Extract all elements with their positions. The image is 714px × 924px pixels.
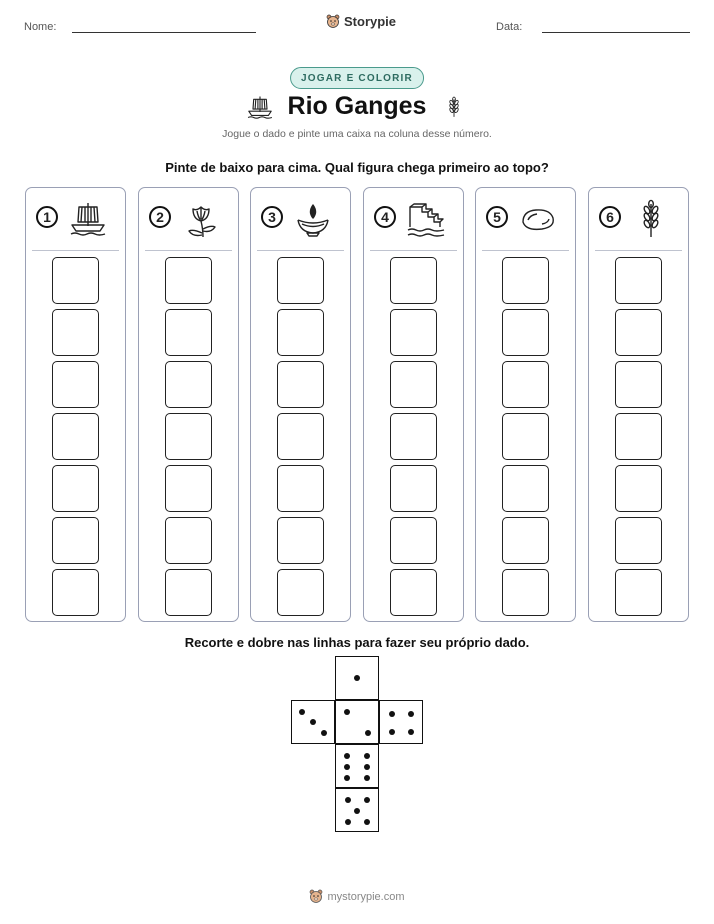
dice-pip xyxy=(408,729,414,735)
dice-pip xyxy=(389,729,395,735)
dice-face-6 xyxy=(335,744,379,788)
wheat-icon xyxy=(631,199,671,239)
color-box[interactable] xyxy=(165,361,212,408)
dice-face-3 xyxy=(291,700,335,744)
column-header xyxy=(251,188,350,250)
color-box[interactable] xyxy=(165,257,212,304)
color-box[interactable] xyxy=(615,465,662,512)
name-label: Nome: xyxy=(24,21,57,33)
lotus-flower-icon xyxy=(181,199,221,239)
color-box[interactable] xyxy=(390,257,437,304)
color-box[interactable] xyxy=(502,517,549,564)
dice-pip xyxy=(365,730,371,736)
diya-lamp-icon xyxy=(293,199,333,239)
activity-badge: JOGAR E COLORIR xyxy=(290,67,424,89)
color-box[interactable] xyxy=(52,517,99,564)
dice-pip xyxy=(321,730,327,736)
color-box[interactable] xyxy=(615,257,662,304)
color-box[interactable] xyxy=(390,517,437,564)
river-stone-icon xyxy=(518,199,558,239)
column-number: 5 xyxy=(486,206,508,228)
name-line xyxy=(72,32,256,33)
color-box[interactable] xyxy=(52,257,99,304)
subtitle: Jogue o dado e pinte uma caixa na coluna desse número. xyxy=(222,128,492,140)
color-box[interactable] xyxy=(52,309,99,356)
color-box[interactable] xyxy=(277,361,324,408)
color-box[interactable] xyxy=(615,517,662,564)
color-box[interactable] xyxy=(277,413,324,460)
column-divider xyxy=(32,250,119,251)
dice-pip xyxy=(364,764,370,770)
color-box[interactable] xyxy=(390,413,437,460)
dice-pip xyxy=(354,675,360,681)
color-box[interactable] xyxy=(52,413,99,460)
color-box[interactable] xyxy=(615,413,662,460)
dice-face-1 xyxy=(335,656,379,700)
column-divider xyxy=(482,250,569,251)
color-box[interactable] xyxy=(165,569,212,616)
brand-logo xyxy=(326,14,396,29)
column-header xyxy=(364,188,463,250)
dice-pip xyxy=(344,764,350,770)
dice-pip xyxy=(345,819,351,825)
color-box[interactable] xyxy=(502,257,549,304)
column-divider xyxy=(370,250,457,251)
color-box[interactable] xyxy=(390,361,437,408)
column-5 xyxy=(475,187,576,622)
color-box[interactable] xyxy=(277,517,324,564)
brand-name: Storypie xyxy=(344,14,397,29)
column-4 xyxy=(363,187,464,622)
dice-pip xyxy=(364,753,370,759)
column-6 xyxy=(588,187,689,622)
dice-pip xyxy=(310,719,316,725)
color-box[interactable] xyxy=(502,413,549,460)
column-divider xyxy=(145,250,232,251)
color-box[interactable] xyxy=(277,309,324,356)
color-box[interactable] xyxy=(615,361,662,408)
column-divider xyxy=(257,250,344,251)
dice-pip xyxy=(364,797,370,803)
column-number: 2 xyxy=(149,206,171,228)
column-divider xyxy=(595,250,682,251)
color-box[interactable] xyxy=(165,517,212,564)
bear-mascot-icon xyxy=(309,889,323,904)
color-box[interactable] xyxy=(390,309,437,356)
column-number: 1 xyxy=(36,206,58,228)
dice-pip xyxy=(299,709,305,715)
dice-pip xyxy=(364,775,370,781)
dice-pip xyxy=(344,753,350,759)
game-instruction: Pinte de baixo para cima. Qual figura chega primeiro ao topo? xyxy=(165,160,549,175)
color-box[interactable] xyxy=(615,309,662,356)
bear-mascot-icon xyxy=(326,14,340,29)
column-header xyxy=(26,188,125,250)
column-header xyxy=(139,188,238,250)
footer xyxy=(0,889,714,904)
wheat-icon xyxy=(443,92,465,122)
column-1 xyxy=(25,187,126,622)
column-header xyxy=(589,188,688,250)
dice-pip xyxy=(344,775,350,781)
dice-face-2 xyxy=(335,700,379,744)
column-header xyxy=(476,188,575,250)
column-number: 3 xyxy=(261,206,283,228)
date-line xyxy=(542,32,690,33)
dice-pip xyxy=(389,711,395,717)
color-box[interactable] xyxy=(502,569,549,616)
dice-instruction: Recorte e dobre nas linhas para fazer seu próprio dado. xyxy=(184,635,530,650)
color-box[interactable] xyxy=(165,309,212,356)
color-box[interactable] xyxy=(165,465,212,512)
dice-pip xyxy=(345,797,351,803)
color-box[interactable] xyxy=(52,569,99,616)
date-label: Data: xyxy=(496,21,523,33)
color-box[interactable] xyxy=(615,569,662,616)
color-box[interactable] xyxy=(277,569,324,616)
column-number: 6 xyxy=(599,206,621,228)
dice-pip xyxy=(408,711,414,717)
color-box[interactable] xyxy=(390,465,437,512)
footer-url: mystorypie.com xyxy=(327,890,405,903)
color-box[interactable] xyxy=(277,465,324,512)
column-3 xyxy=(250,187,351,622)
dice-pip xyxy=(364,819,370,825)
column-2 xyxy=(138,187,239,622)
color-box[interactable] xyxy=(277,257,324,304)
dice-pip xyxy=(344,709,350,715)
color-box[interactable] xyxy=(165,413,212,460)
color-box[interactable] xyxy=(502,309,549,356)
ghat-steps-icon xyxy=(406,199,446,239)
color-box[interactable] xyxy=(52,465,99,512)
column-number: 4 xyxy=(374,206,396,228)
dice-face-4 xyxy=(379,700,423,744)
dice-pip xyxy=(354,808,360,814)
page-title: Rio Ganges xyxy=(287,92,427,120)
color-box[interactable] xyxy=(390,569,437,616)
color-box[interactable] xyxy=(52,361,99,408)
dice-face-5 xyxy=(335,788,379,832)
color-box[interactable] xyxy=(502,361,549,408)
color-box[interactable] xyxy=(502,465,549,512)
boat-icon xyxy=(68,199,108,239)
